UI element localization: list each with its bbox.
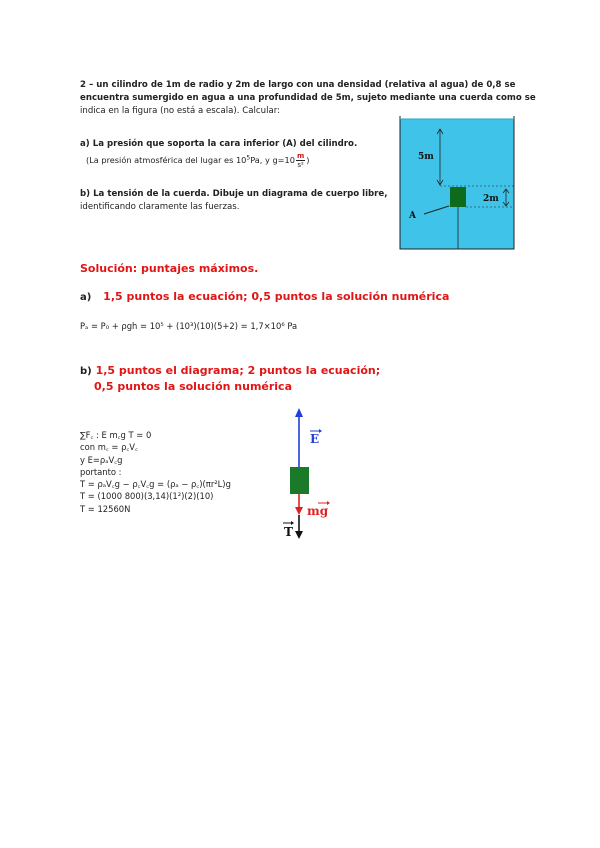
- tension-arrowhead: [295, 531, 303, 539]
- buoyancy-label: E: [310, 432, 320, 446]
- solution-a-heading-text: 1,5 puntos la ecuación; 0,5 puntos la solución numérica: [103, 290, 450, 303]
- solution-b-equations: [80, 429, 231, 515]
- face-label: A: [409, 211, 416, 221]
- solution-b-line: T = (1000 800)(3,14)(1²)(2)(10): [80, 491, 214, 502]
- solution-b-marker: b): [80, 366, 92, 377]
- solution-b-heading-line1: 1,5 puntos el diagrama; 2 puntos la ecuación;: [95, 364, 381, 377]
- solution-b-line: ∑F꜀ : E m꜀g T = 0: [80, 430, 152, 440]
- fbd-block: [290, 467, 309, 494]
- solution-b-line: y E=ρₐV꜀g: [80, 454, 123, 465]
- length-label: 2m: [483, 194, 499, 204]
- problem-intro: [80, 79, 540, 118]
- weight-label: mg: [307, 504, 329, 518]
- question-b: [80, 188, 400, 214]
- question-b-line2: identificando claramente las fuerzas.: [80, 202, 240, 212]
- fraction-denominator: s²: [297, 161, 304, 169]
- tank-figure: [394, 116, 520, 252]
- depth-label: 5m: [418, 152, 434, 162]
- fraction-numerator: m: [296, 152, 305, 160]
- question-a-note-prefix: (La presión atmosférica del lugar es 10: [86, 155, 247, 165]
- problem-intro-line2: encuentra sumergido en agua a una profundidad de 5m, sujeto mediante una cuerda como se: [80, 93, 536, 103]
- problem-intro-line3: indica en la figura (no está a escala). Calcular:: [80, 106, 280, 116]
- question-a-note-exp: 5: [246, 154, 251, 162]
- question-a-note: [86, 152, 386, 169]
- tension-label: T: [284, 525, 293, 539]
- solution-title: Solución: puntajes máximos.: [80, 262, 259, 275]
- question-a-line1: a) La presión que soporta la cara inferior (A) del cilindro.: [80, 139, 358, 149]
- solution-b-heading: [80, 363, 380, 394]
- solution-a-marker: a): [80, 292, 92, 303]
- solution-a-equation: Pₐ = P₀ + ρgh = 10⁵ + (10³)(10)(5+2) = 1,7×10⁶ Pa: [80, 321, 298, 331]
- solution-b-line: T = 12560N: [80, 503, 131, 514]
- solution-b-line: portanto :: [80, 466, 122, 477]
- question-a: [80, 138, 380, 151]
- question-a-note-mid: Pa, y g=10: [250, 155, 295, 165]
- solution-b-heading-line2: 0,5 puntos la solución numérica: [94, 380, 293, 393]
- free-body-diagram: [270, 405, 350, 545]
- buoyancy-vector-tip: [319, 429, 322, 433]
- units-fraction: [296, 152, 305, 169]
- weight-arrowhead: [295, 507, 303, 515]
- cylinder-block: [450, 187, 466, 207]
- buoyancy-arrowhead: [295, 408, 303, 417]
- question-b-line1: b) La tensión de la cuerda. Dibuje un diagrama de cuerpo libre,: [80, 189, 388, 199]
- solution-b-line: con m꜀ = ρ꜀V꜀: [80, 442, 138, 453]
- problem-intro-line1: 2 – un cilindro de 1m de radio y 2m de largo con una densidad (relativa al agua) de 0,8 se: [80, 80, 516, 90]
- question-a-note-suffix: ): [306, 155, 310, 165]
- solution-a-heading: [80, 290, 449, 303]
- solution-b-line: T = ρₐV꜀g − ρ꜀V꜀g = (ρₐ − ρ꜀)(πr²L)g: [80, 479, 231, 490]
- water-area: [400, 119, 514, 249]
